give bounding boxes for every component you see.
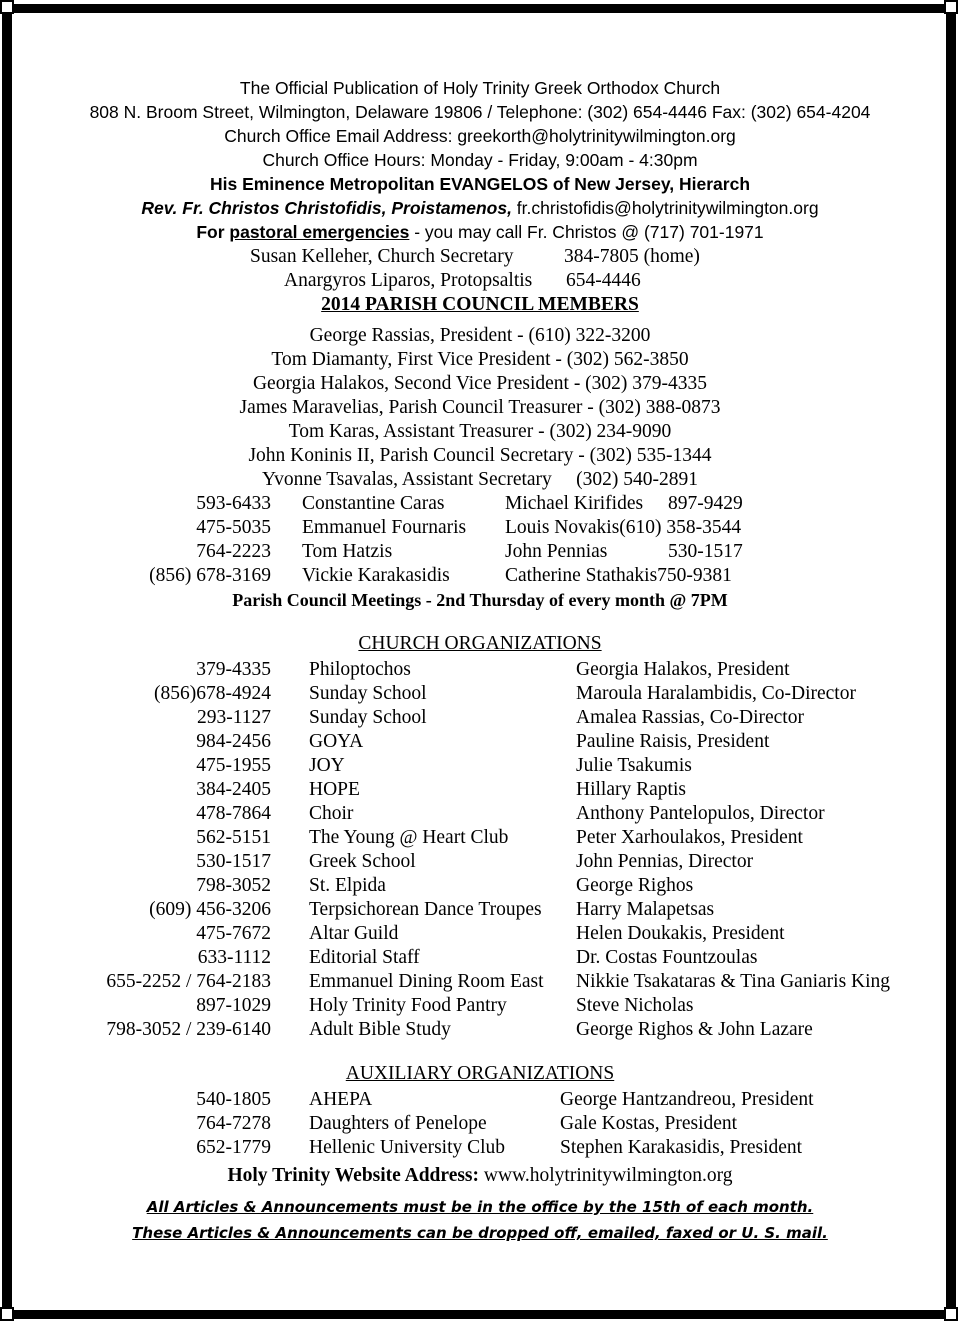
org-name: Holy Trinity Food Pantry — [309, 995, 507, 1016]
org-contact: Steve Nicholas — [576, 995, 694, 1016]
emergency-prefix: For — [196, 222, 230, 242]
org-contact: Helen Doukakis, President — [576, 923, 785, 944]
org-contact: Harry Malapetsas — [576, 899, 715, 920]
member-phone: 475-5035 — [196, 517, 271, 538]
org-contact: John Pennias, Director — [576, 851, 754, 872]
org-phone: (609) 456-3206 — [149, 899, 271, 920]
org-name: AHEPA — [309, 1089, 373, 1110]
member-name: Constantine Caras — [302, 493, 445, 514]
org-contact: Amalea Rassias, Co-Director — [576, 707, 804, 728]
org-contact: Maroula Haralambidis, Co-Director — [576, 683, 856, 704]
council-officer: Tom Diamanty, First Vice President - (302) 562-3850 — [271, 349, 689, 370]
website-url[interactable]: www.holytrinitywilmington.org — [479, 1165, 733, 1186]
staff-phone: 384-7805 (home) — [564, 246, 700, 267]
council-officer: John Koninis II, Parish Council Secretary - (302) 535-1344 — [248, 445, 712, 466]
frame-corner — [944, 1307, 958, 1321]
org-name: The Young @ Heart Club — [309, 827, 509, 848]
org-contact: Dr. Costas Fountzoulas — [576, 947, 758, 968]
org-name: Philoptochos — [309, 659, 411, 680]
priest-line — [0, 196, 960, 220]
priest-email[interactable]: fr.christofidis@holytrinitywilmington.org — [511, 198, 819, 218]
org-phone: 293-1127 — [196, 707, 271, 728]
frame-corner — [944, 0, 958, 14]
org-name: JOY — [309, 755, 345, 776]
frame-bottom-border — [14, 1310, 946, 1319]
frame-corner — [0, 0, 14, 14]
emergency-label: pastoral emergencies — [229, 222, 410, 242]
org-phone: 475-7672 — [196, 923, 271, 944]
org-phone: 633-1112 — [197, 947, 271, 968]
council-heading: 2014 PARISH COUNCIL MEMBERS — [321, 294, 639, 315]
org-contact: Pauline Raisis, President — [576, 731, 770, 752]
church-email: Church Office Email Address: greekorth@holytrinitywilmington.org — [224, 126, 736, 146]
council-officer: Georgia Halakos, Second Vice President - (302) 379-4335 — [252, 373, 708, 394]
emergency-line — [0, 220, 960, 244]
org-phone: 652-1779 — [196, 1137, 271, 1158]
org-phone: 798-3052 / 239-6140 — [106, 1019, 271, 1040]
org-phone: 798-3052 — [196, 875, 271, 896]
member-phone: 897-9429 — [668, 493, 743, 514]
org-name: Greek School — [309, 851, 416, 872]
website-label: Holy Trinity Website Address: — [227, 1165, 480, 1186]
priest-name: Rev. Fr. Christos Christofidis, Proistamenos, — [141, 198, 512, 218]
org-name: Editorial Staff — [309, 947, 420, 968]
member-phone: 530-1517 — [668, 541, 743, 562]
council-officer: George Rassias, President - (610) 322-3200 — [309, 325, 651, 346]
org-phone: 562-5151 — [196, 827, 271, 848]
org-contact: George Hantzandreou, President — [560, 1089, 814, 1110]
org-phone: 984-2456 — [196, 731, 271, 752]
org-name: Choir — [309, 803, 354, 824]
member-phone: 593-6433 — [196, 493, 271, 514]
org-phone: 384-2405 — [196, 779, 271, 800]
council-officer: Tom Karas, Assistant Treasurer - (302) 234-9090 — [288, 421, 672, 442]
aux-orgs-heading: AUXILIARY ORGANIZATIONS — [345, 1063, 615, 1084]
org-contact: Peter Xarhoulakos, President — [576, 827, 803, 848]
frame-top-border — [14, 4, 946, 13]
org-phone: 475-1955 — [196, 755, 271, 776]
org-name: Terpsichorean Dance Troupes — [309, 899, 542, 920]
member-name: Emmanuel Fournaris — [302, 517, 467, 538]
hierarch-line: His Eminence Metropolitan EVANGELOS of New Jersey, Hierarch — [209, 174, 751, 194]
org-name: Sunday School — [309, 683, 427, 704]
org-contact: George Righos & John Lazare — [576, 1019, 813, 1040]
org-name: Adult Bible Study — [309, 1019, 451, 1040]
member-name: Tom Hatzis — [302, 541, 393, 562]
org-contact: Gale Kostas, President — [560, 1113, 738, 1134]
notice-line — [0, 1222, 960, 1244]
org-phone: (856)678-4924 — [154, 683, 271, 704]
notice-text: These Articles & Announcements can be dropped off, emailed, faxed or U. S. mail. — [132, 1224, 828, 1242]
org-phone: 764-7278 — [196, 1113, 271, 1134]
notice-line — [0, 1196, 960, 1218]
website-line — [0, 1164, 960, 1188]
org-phone: 540-1805 — [196, 1089, 271, 1110]
staff-name: Susan Kelleher, Church Secretary — [250, 246, 514, 267]
org-name: Emmanuel Dining Room East — [309, 971, 544, 992]
staff-name: Anargyros Liparos, Protopsaltis — [284, 270, 533, 291]
org-name: GOYA — [309, 731, 364, 752]
staff-phone: 654-4446 — [566, 270, 641, 291]
org-contact: Nikkie Tsakataras & Tina Ganiaris King — [576, 971, 891, 992]
org-contact: Stephen Karakasidis, President — [560, 1137, 803, 1158]
org-contact: Hillary Raptis — [576, 779, 686, 800]
notice-text: All Articles & Announcements must be in the office by the 15th of each month. — [146, 1198, 814, 1216]
org-name: St. Elpida — [309, 875, 386, 896]
church-address: 808 N. Broom Street, Wilmington, Delaware 19806 / Telephone: (302) 654-4446 Fax: (302) 654-4204 — [89, 102, 871, 122]
org-name: Altar Guild — [309, 923, 399, 944]
publication-title: The Official Publication of Holy Trinity Greek Orthodox Church — [239, 78, 721, 98]
org-name: Hellenic University Club — [309, 1137, 506, 1158]
member-name: Catherine Stathakis750-9381 — [505, 565, 732, 586]
member-phone: (856) 678-3169 — [149, 565, 271, 586]
member-name: Michael Kirifides — [505, 493, 644, 514]
council-meetings: Parish Council Meetings - 2nd Thursday of every month @ 7PM — [232, 590, 728, 610]
org-phone: 897-1029 — [196, 995, 271, 1016]
member-name: Louis Novakis(610) 358-3544 — [505, 517, 742, 538]
org-name: Daughters of Penelope — [309, 1113, 487, 1134]
org-phone: 530-1517 — [196, 851, 271, 872]
member-name: Vickie Karakasidis — [302, 565, 450, 586]
org-name: Sunday School — [309, 707, 427, 728]
council-officer: Yvonne Tsavalas, Assistant Secretary (302) 540-2891 — [261, 469, 699, 490]
org-phone: 655-2252 / 764-2183 — [106, 971, 271, 992]
office-hours: Church Office Hours: Monday - Friday, 9:00am - 4:30pm — [262, 150, 698, 170]
church-orgs-heading: CHURCH ORGANIZATIONS — [358, 633, 602, 654]
org-phone: 478-7864 — [196, 803, 271, 824]
org-contact: Anthony Pantelopulos, Director — [576, 803, 825, 824]
org-contact: Julie Tsakumis — [576, 755, 692, 776]
member-name: John Pennias — [505, 541, 608, 562]
member-phone: 764-2223 — [196, 541, 271, 562]
org-contact: Georgia Halakos, President — [576, 659, 790, 680]
org-phone: 379-4335 — [196, 659, 271, 680]
org-contact: George Righos — [576, 875, 694, 896]
council-officer: James Maravelias, Parish Council Treasurer - (302) 388-0873 — [239, 397, 721, 418]
emergency-contact: - you may call Fr. Christos @ (717) 701-1971 — [409, 222, 764, 242]
org-name: HOPE — [309, 779, 360, 800]
frame-corner — [0, 1307, 14, 1321]
